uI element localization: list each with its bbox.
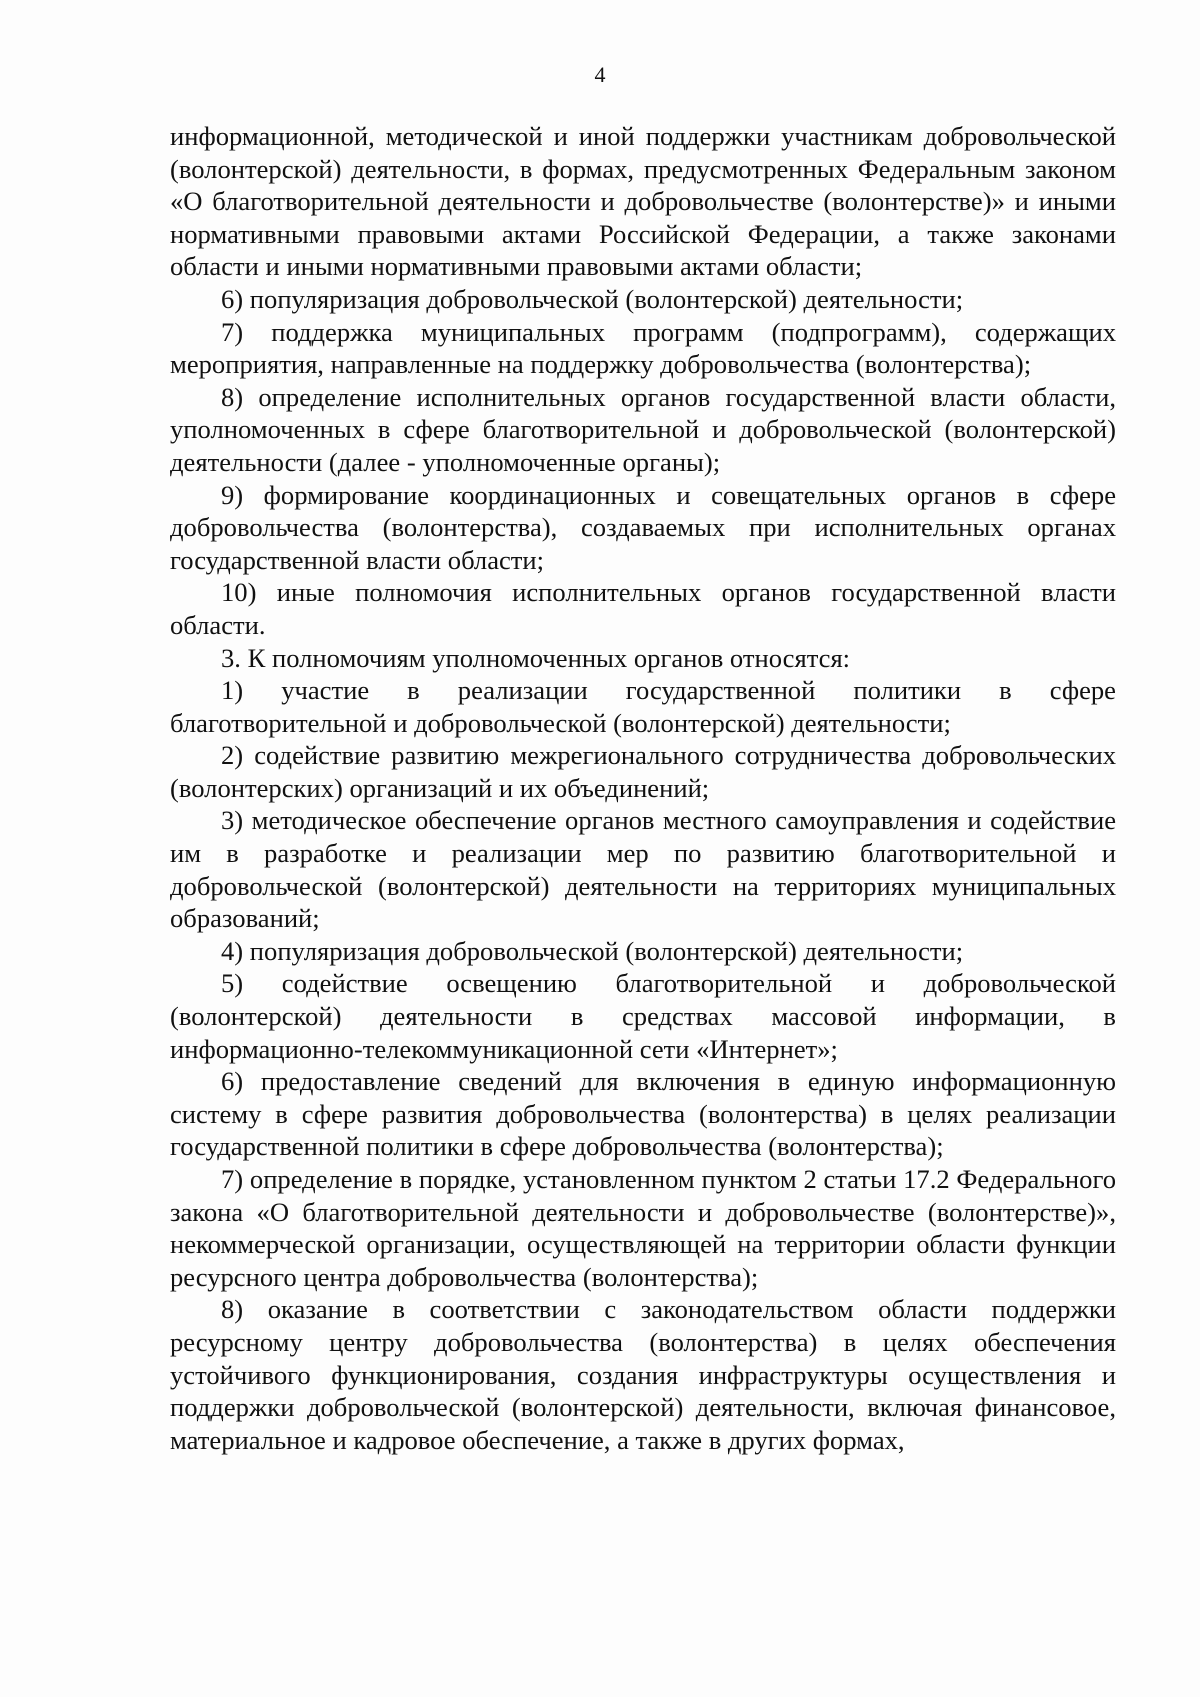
document-body <box>170 120 1116 1456</box>
paragraph-section-3-item-5: 5) содействие освещению благотворительной и добровольческой (волонтерской) деятельности в средствах массовой информации, в информационно-телекоммуникационной сети «Интернет»; <box>170 968 1116 1064</box>
paragraph-item-9: 9) формирование координационных и совещательных органов в сфере добровольчества (волонтерства), создаваемых при исполнительных органах государственной власти области; <box>170 479 1116 575</box>
paragraph-section-3-item-6: 6) предоставление сведений для включения в единую информационную систему в сфере развития добровольчества (волонтерства) в целях реализации государственной политики в сфере добровольчества (волонтерства); <box>170 1066 1116 1162</box>
paragraph-section-3-item-4: 4) популяризация добровольческой (волонтерской) деятельности; <box>221 935 964 966</box>
paragraph-section-3: 3. К полномочиям уполномоченных органов относятся: <box>221 642 851 673</box>
paragraph-item-10: 10) иные полномочия исполнительных органов государственной власти области. <box>170 577 1116 640</box>
page-number: 4 <box>594 62 606 87</box>
paragraph-section-3-item-1: 1) участие в реализации государственной политики в сфере благотворительной и добровольческой (волонтерской) деятельности; <box>170 675 1116 738</box>
paragraph-section-3-item-8: 8) оказание в соответствии с законодательством области поддержки ресурсному центру добровольчества (волонтерства) в целях обеспечения устойчивого функционирования, создания инфраструктуры осуществления и поддержки добровольческой (волонтерской) деятельности, включая финансовое, материальное и кадровое обеспечение, а также в других формах, <box>170 1294 1116 1455</box>
paragraph-section-3-item-7: 7) определение в порядке, установленном пунктом 2 статьи 17.2 Федерального закона «О благотворительной деятельности и добровольчестве (волонтерстве)», некоммерческой организации, осуществляющей на территории области функции ресурсного центра добровольчества (волонтерства); <box>170 1164 1116 1292</box>
paragraph-item-8: 8) определение исполнительных органов государственной власти области, уполномоченных в сфере благотворительной и добровольческой (волонтерской) деятельности (далее - уполномоченные органы); <box>170 381 1116 477</box>
paragraph-item-7: 7) поддержка муниципальных программ (подпрограмм), содержащих мероприятия, направленные на поддержку добровольчества (волонтерства); <box>170 316 1116 380</box>
paragraph-continuation: информационной, методической и иной поддержки участникам добровольческой (волонтерской) деятельности, в формах, предусмотренных Федеральным законом «О благотворительной деятельности и добровольчестве (волонтерстве)» и иными нормативными правовыми актами Российской Федерации, а также законами области и иными нормативными правовыми актами области; <box>170 121 1116 282</box>
paragraph-item-6: 6) популяризация добровольческой (волонтерской) деятельности; <box>221 283 964 314</box>
paragraph-section-3-item-3: 3) методическое обеспечение органов местного самоуправления и содействие им в разработке и реализации мер по развитию благотворительной и добровольческой (волонтерской) деятельности на территориях муниципальных образований; <box>170 805 1116 934</box>
paragraph-section-3-item-2: 2) содействие развитию межрегионального сотрудничества добровольческих (волонтерских) организаций и их объединений; <box>170 740 1116 803</box>
